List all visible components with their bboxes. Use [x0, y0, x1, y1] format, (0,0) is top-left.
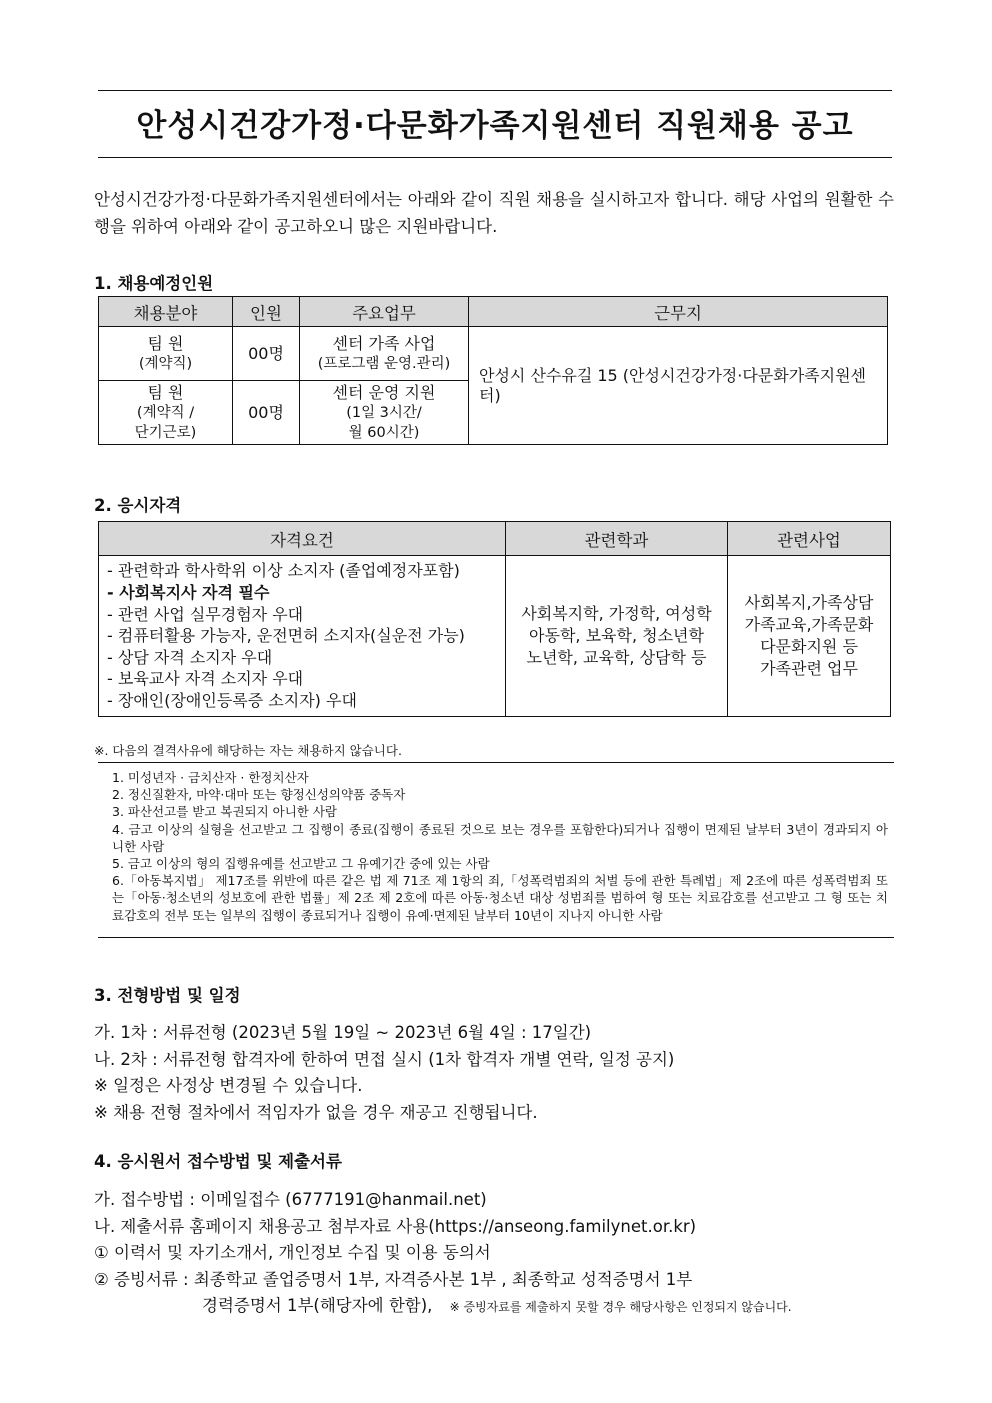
field-label: 팀 원 [147, 382, 184, 402]
major-line: 노년학, 교육학, 상담학 등 [526, 648, 707, 667]
disqualification-list [112, 769, 888, 924]
majors-cell [506, 556, 728, 717]
schedule-line: ※ 일정은 사정상 변경될 수 있습니다. [94, 1076, 363, 1095]
duty-sub: (프로그램 운영.관리) [317, 355, 451, 372]
submission-line: ① 이력서 및 자기소개서, 개인정보 수집 및 이용 동의서 [94, 1243, 491, 1262]
evidence-note: ※ 증빙자료를 제출하지 못할 경우 해당사항은 인정되지 않습니다. [449, 1300, 792, 1314]
duty-label: 센터 운영 지원 [332, 382, 436, 402]
business-line: 사회복지,가족상담 [744, 593, 874, 612]
section3-heading: 3. 전형방법 및 일정 [94, 986, 241, 1005]
header-requirements: 자격요건 [99, 522, 506, 556]
requirement-item: - 관련 사업 실무경험자 우대 [107, 604, 304, 624]
title-top-rule [98, 90, 892, 91]
duty-cell [300, 327, 469, 381]
duty-sub: 월 60시간) [348, 424, 420, 441]
requirement-item: - 컴퓨터활용 가능자, 운전면허 소지자(실운전 가능) [107, 626, 465, 646]
submission-line [94, 1293, 792, 1321]
submission-line: ② 증빙서류 : 최종학교 졸업증명서 1부, 자격증사본 1부 , 최종학교 성적증명서 1부 [94, 1269, 693, 1289]
disqualification-item: 5. 금고 이상의 형의 집행유예를 선고받고 그 유예기간 중에 있는 사람 [112, 856, 490, 872]
disqualification-item: 6.「아동복지법」 제17조를 위반에 따른 같은 법 제 71조 제 1항의 죄,「성폭력범죄의 처벌 등에 관한 특례법」제 2조에 따른 성폭력범죄 또는「아동·청소년의 성보호에 관한 법률」제 2조 제 2호에 따른 아동·청소년 대상 성범죄를 범하여 형 또는 치료감호를 선고받고 그 형 또는 치료감호의 전부 또는 일부의 집행이 종료되거나 집행이 유예·면제된 날부터 10년이 지나지 아니한 사람 [112, 873, 888, 923]
header-location: 근무지 [469, 297, 888, 327]
major-line: 아동학, 보육학, 청소년학 [529, 626, 704, 645]
requirement-item: - 장애인(장애인등록증 소지자) 우대 [107, 690, 357, 710]
page-title: 안성시건강가정·다문화가족지원센터 직원채용 공고 [136, 108, 854, 144]
field-sub: 단기근로) [134, 424, 197, 441]
intro-paragraph: 안성시건강가정·다문화가족지원센터에서는 아래와 같이 직원 채용을 실시하고자 합니다. 해당 사업의 원활한 수행을 위하여 아래와 같이 공고하오니 많은 지원바랍니다. [94, 190, 894, 236]
location-cell: 안성시 산수유길 15 (안성시건강가정·다문화가족지원센터) [469, 327, 888, 445]
title-bottom-rule [98, 157, 892, 158]
section1-heading: 1. 채용예정인원 [94, 274, 214, 293]
table-row [99, 327, 888, 381]
requirements-cell [99, 556, 506, 717]
submission-line: 나. 제출서류 홈페이지 채용공고 첨부자료 사용(https://anseong.familynet.or.kr) [94, 1216, 697, 1236]
notes-top-rule [98, 762, 894, 763]
business-line: 가족교육,가족문화 [744, 615, 874, 634]
field-sub: (계약직) [138, 355, 193, 372]
last-line-text: 경력증명서 1부(해당자에 한함), [202, 1296, 433, 1315]
requirement-item: - 사회복지사 자격 필수 [107, 583, 270, 603]
disqualification-head: ※. 다음의 결격사유에 해당하는 자는 채용하지 않습니다. [94, 743, 402, 758]
qualification-table [98, 521, 891, 717]
duty-label: 센터 가족 사업 [332, 333, 436, 353]
section4-heading: 4. 응시원서 접수방법 및 제출서류 [94, 1152, 342, 1171]
schedule-line: ※ 채용 전형 절차에서 적임자가 없을 경우 재공고 진행됩니다. [94, 1102, 538, 1122]
requirement-item: - 상담 자격 소지자 우대 [107, 647, 273, 667]
duty-sub: (1일 3시간/ [346, 404, 422, 421]
disqualification-item: 4. 금고 이상의 실형을 선고받고 그 집행이 종료(집행이 종료된 것으로 보는 경우를 포함한다)되거나 집행이 면제된 날부터 3년이 경과되지 아니한 사람 [112, 821, 888, 854]
notes-bottom-rule [98, 937, 894, 938]
recruitment-table [98, 296, 888, 445]
count-cell: 00명 [233, 381, 300, 445]
schedule-block [94, 1020, 674, 1126]
header-business: 관련사업 [728, 522, 891, 556]
requirement-item: - 관련학과 학사학위 이상 소지자 (졸업예정자포함) [107, 561, 460, 581]
field-sub: (계약직 / [136, 404, 195, 421]
duty-cell [300, 381, 469, 445]
field-cell [99, 381, 233, 445]
header-majors: 관련학과 [506, 522, 728, 556]
table-row [99, 556, 891, 717]
submission-line: 가. 접수방법 : 이메일접수 (6777191@hanmail.net) [94, 1190, 487, 1209]
header-count: 인원 [233, 297, 300, 327]
recruitment-header-row [99, 297, 888, 327]
section2-heading: 2. 응시자격 [94, 496, 182, 515]
header-field: 채용분야 [99, 297, 233, 327]
count-cell: 00명 [233, 327, 300, 381]
submission-block [94, 1187, 792, 1321]
qualification-header-row [99, 522, 891, 556]
major-line: 사회복지학, 가정학, 여성학 [521, 604, 712, 623]
header-duty: 주요업무 [300, 297, 469, 327]
field-cell [99, 327, 233, 381]
business-line: 다문화지원 등 [760, 637, 858, 656]
disqualification-item: 3. 파산선고를 받고 복권되지 아니한 사람 [112, 804, 337, 820]
disqualification-item: 2. 정신질환자, 마약·대마 또는 향정신성의약품 중독자 [112, 787, 406, 803]
business-cell [728, 556, 891, 717]
disqualification-item: 1. 미성년자 · 금치산자 · 한정치산자 [112, 770, 309, 785]
schedule-line: 가. 1차 : 서류전형 (2023년 5월 19일 ~ 2023년 6월 4일 : 17일간) [94, 1023, 592, 1042]
schedule-line: 나. 2차 : 서류전형 합격자에 한하여 면접 실시 (1차 합격자 개별 연락, 일정 공지) [94, 1049, 675, 1069]
requirement-item: - 보육교사 자격 소지자 우대 [107, 669, 304, 689]
business-line: 가족관련 업무 [760, 659, 858, 678]
field-label: 팀 원 [147, 333, 184, 353]
